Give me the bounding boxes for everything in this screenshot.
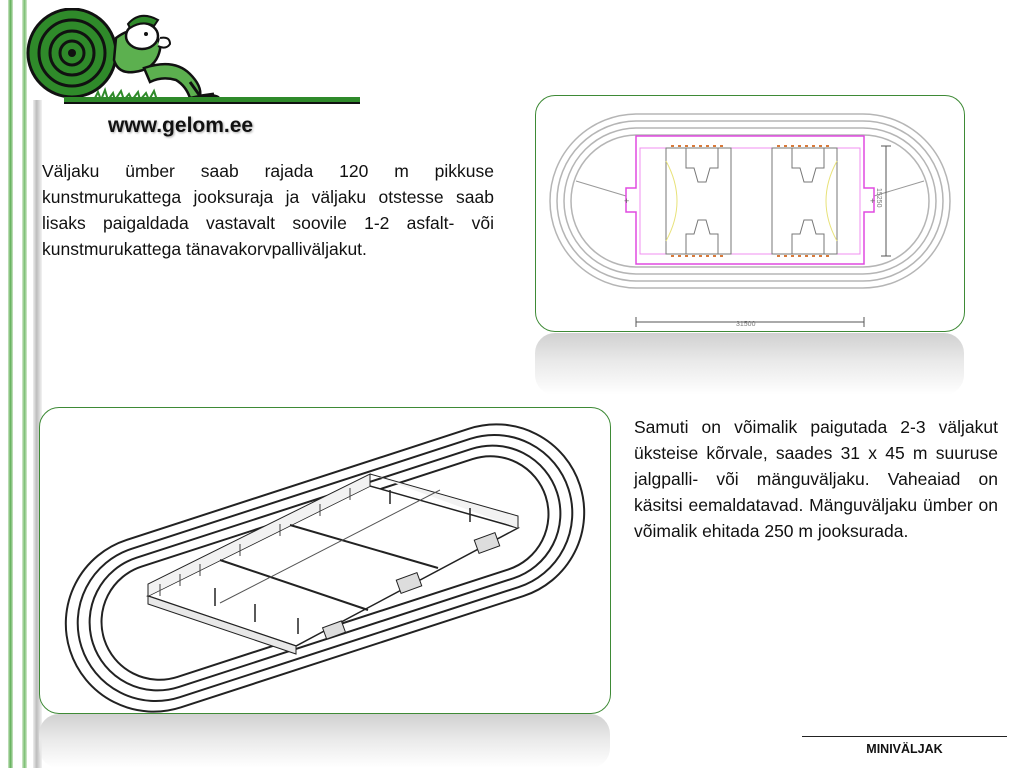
plan-height-label: 15250 (875, 188, 882, 208)
svg-text:+: + (624, 196, 630, 206)
svg-text:+: + (870, 196, 876, 206)
decorative-green-bar-left (8, 0, 13, 768)
3d-drawing-reflection (39, 714, 610, 768)
decorative-green-bar-right (22, 0, 27, 768)
footer-label: MINIVÄLJAK (866, 742, 943, 756)
field-plan-drawing (535, 95, 965, 332)
multi-field-paragraph: Samuti on võimalik paigutada 2-3 väljakut üksteise kõrvale, saades 31 x 45 m suuruse jalgpalli- või mänguväljaku. Vaheaiad on käsitsi eemaldatavad. Mänguväljaku ümber on võimalik ehitada 250 m jooksurada. (634, 417, 998, 541)
plan-drawing-reflection (535, 333, 964, 395)
gelom-logo (24, 8, 364, 106)
website-url[interactable]: www.gelom.ee (108, 114, 254, 137)
footer-divider (802, 736, 1007, 737)
running-track-paragraph: Väljaku ümber saab rajada 120 m pikkuse kunstmurukattega jooksuraja ja väljaku otstesse saab lisaks paigaldada vastavalt soovile 1-2 asfalt- või kunstmurukattega tänavakorvpalliväljakut. (42, 161, 494, 259)
multi-field-3d-drawing (39, 407, 611, 714)
plan-width-label: 31500 (736, 321, 756, 328)
